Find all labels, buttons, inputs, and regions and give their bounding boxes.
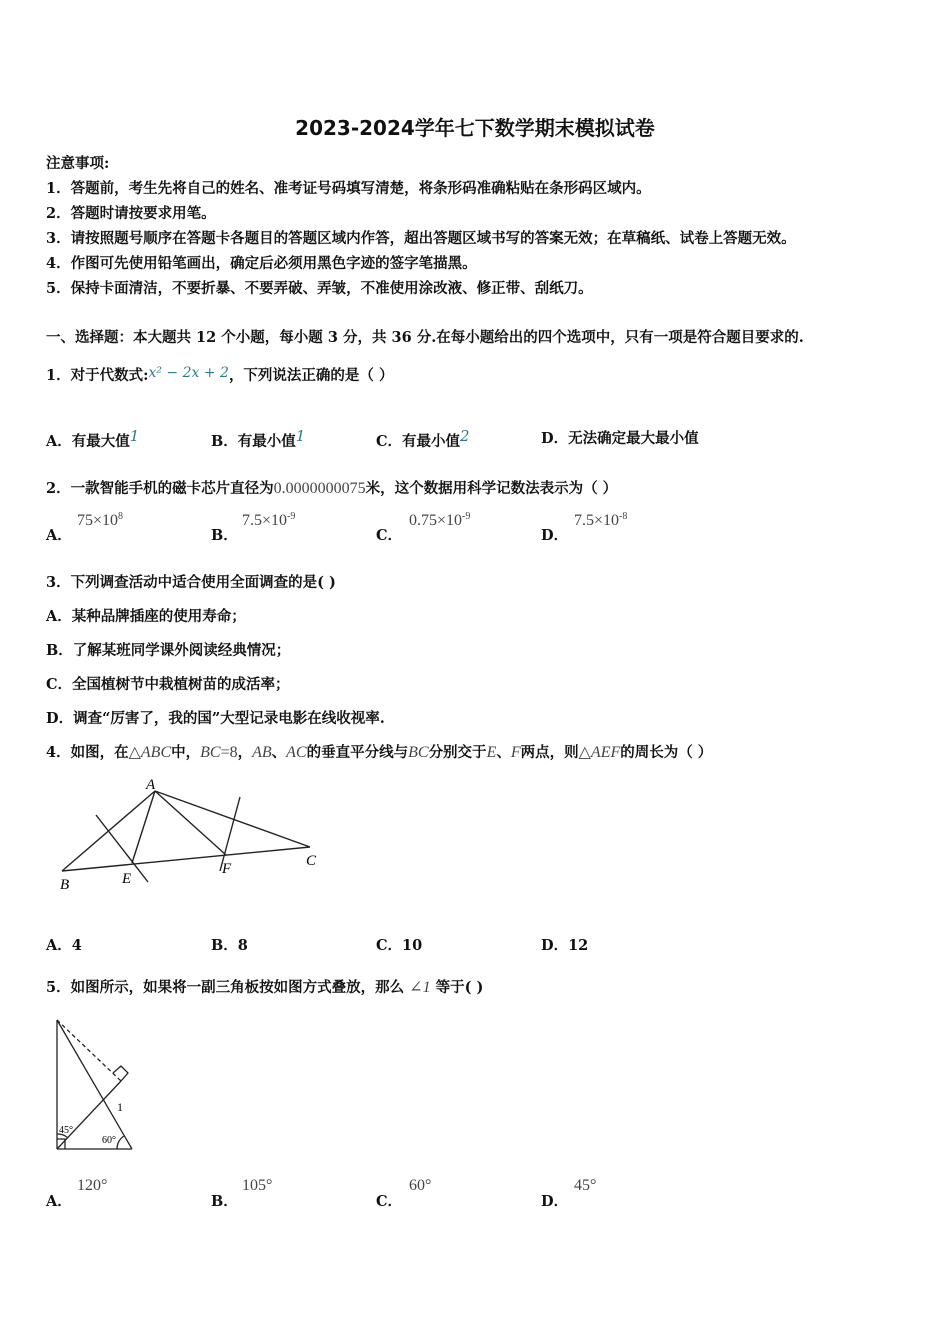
page-title: 2023-2024学年七下数学期末模拟试卷 — [295, 116, 655, 140]
q4-math: △ABC — [128, 744, 172, 761]
segment-ac — [155, 791, 310, 847]
q4-text: 、 — [496, 744, 511, 761]
value-base: 75×10 — [77, 512, 119, 529]
q5-set-squares-figure — [44, 1015, 144, 1155]
q2-option-a-label: A． — [46, 527, 72, 544]
q2-option-c-label: C． — [376, 527, 403, 544]
value-base: 7.5×10 — [574, 512, 620, 529]
q2-number: 0.0000000075 — [273, 480, 366, 497]
q2-option-c-value — [409, 512, 470, 530]
q4-math: E — [486, 744, 497, 761]
question-3: 3．下列调查活动中适合使用全面调查的是( ) — [46, 574, 336, 591]
angle-60-arc — [117, 1136, 124, 1149]
q5-option-c-label: C． — [376, 1193, 403, 1210]
q4-triangle-figure — [50, 775, 340, 900]
notice-heading: 注意事项: — [46, 155, 110, 172]
q5-option-c-value: 60° — [409, 1177, 432, 1194]
q4-text: 的垂直平分线与 — [306, 744, 409, 761]
option-value: 2 — [460, 427, 470, 445]
q1-option-c — [376, 427, 470, 451]
q4-math: =8 — [220, 744, 238, 761]
label-f: F — [222, 861, 232, 877]
value-exp: -9 — [287, 511, 296, 522]
q5-option-d-label: D． — [541, 1193, 569, 1210]
q5-text: 5．如图所示，如果将一副三角板按如图方式叠放，那么 — [46, 979, 405, 996]
q5-option-a-value: 120° — [77, 1177, 108, 1194]
q3-option-a: A．某种品牌插座的使用寿命； — [46, 608, 246, 625]
right-angle-mark — [113, 1066, 128, 1081]
q4-option-b: B．8 — [211, 937, 248, 954]
q4-math: BC — [408, 744, 429, 761]
question-4 — [46, 741, 712, 762]
q5-option-d-value: 45° — [574, 1177, 597, 1194]
q2-option-a-value — [77, 512, 123, 530]
q2-option-b-value — [242, 512, 295, 530]
q1-option-a — [46, 427, 139, 451]
option-label: B．有最小值 — [211, 433, 296, 450]
q5-text: 等于( ) — [435, 979, 484, 996]
q3-option-b: B．了解某班同学课外阅读经典情况； — [46, 642, 291, 659]
notice-item: 5．保持卡面清洁，不要折暴、不要弄破、弄皱，不准使用涂改液、修正带、刮纸刀。 — [46, 280, 593, 297]
q3-option-d: D．调查“厉害了，我的国”大型记录电影在线收视率. — [46, 710, 385, 727]
q5-option-b-value: 105° — [242, 1177, 273, 1194]
question-5 — [46, 976, 483, 997]
label-b: B — [60, 877, 70, 893]
notice-item: 2．答题时请按要求用笔。 — [46, 205, 216, 222]
q4-text: 中， — [171, 744, 201, 761]
q5-option-b-label: B． — [211, 1193, 238, 1210]
question-1 — [46, 364, 394, 385]
q1-expression: x² − 2x + 2 — [148, 365, 229, 381]
q4-text: 4．如图，在 — [46, 744, 129, 761]
label-a: A — [146, 777, 156, 793]
q1-option-b — [211, 427, 305, 451]
label-e: E — [122, 871, 132, 887]
q5-angle: ∠1 — [409, 979, 431, 996]
q1-post: ，下列说法正确的是（ ） — [228, 367, 394, 384]
q4-option-d: D．12 — [541, 937, 589, 954]
value-exp: -8 — [619, 511, 628, 522]
segment-bc — [62, 847, 310, 871]
q1-pre: 1．对于代数式: — [46, 367, 149, 384]
dashed-edge — [57, 1020, 121, 1081]
option-label: A．有最大值 — [46, 433, 130, 450]
q4-math: AC — [286, 744, 307, 761]
option-label: C．有最小值 — [376, 433, 461, 450]
section-heading: 一、选择题：本大题共 12 个小题，每小题 3 分，共 36 分.在每小题给出的四个选项中，只有一项是符合题目要求的. — [46, 329, 804, 346]
q4-option-a: A．4 — [46, 937, 82, 954]
bisector-ac — [220, 797, 240, 871]
option-value: 1 — [129, 427, 140, 445]
q4-text: 分别交于 — [428, 744, 487, 761]
q5-option-a-label: A． — [46, 1193, 72, 1210]
q2-pre: 2．一款智能手机的磁卡芯片直径为 — [46, 480, 274, 497]
label-45: 45° — [59, 1125, 73, 1136]
q4-text: 两点，则 — [520, 744, 579, 761]
q4-math: BC — [200, 744, 221, 761]
q4-text: 、 — [271, 744, 287, 761]
value-exp: -9 — [462, 511, 471, 522]
q2-option-d-value — [574, 512, 627, 530]
question-2 — [46, 477, 617, 498]
q4-text: 的周长为（ ） — [620, 744, 713, 761]
q4-math: F — [510, 744, 521, 761]
notice-item: 1．答题前，考生先将自己的姓名、准考证号码填写清楚，将条形码准确粘贴在条形码区域内。 — [46, 180, 651, 197]
notice-item: 3．请按照题号顺序在答题卡各题目的答题区域内作答，超出答题区域书写的答案无效；在草稿纸、试卷上答题无效。 — [46, 230, 796, 247]
q1-option-d: D．无法确定最大最小值 — [541, 430, 699, 447]
value-exp: 8 — [118, 511, 124, 522]
q4-text: ， — [237, 744, 253, 761]
q2-post: 米，这个数据用科学记数法表示为（ ） — [365, 480, 618, 497]
value-base: 7.5×10 — [242, 512, 288, 529]
q4-math: AB — [252, 744, 272, 761]
option-value: 1 — [295, 427, 306, 445]
q4-math: △AEF — [578, 744, 621, 761]
notice-item: 4．作图可先使用铅笔画出，确定后必须用黑色字迹的签字笔描黑。 — [46, 255, 477, 272]
q2-option-b-label: B． — [211, 527, 238, 544]
q3-option-c: C．全国植树节中栽植树苗的成活率； — [46, 676, 290, 693]
q2-option-d-label: D． — [541, 527, 569, 544]
label-angle-1: 1 — [117, 1100, 123, 1114]
label-60: 60° — [102, 1135, 116, 1146]
label-c: C — [306, 853, 317, 869]
segment-af — [155, 791, 226, 855]
q4-option-c: C．10 — [376, 937, 423, 954]
value-base: 0.75×10 — [409, 512, 463, 529]
